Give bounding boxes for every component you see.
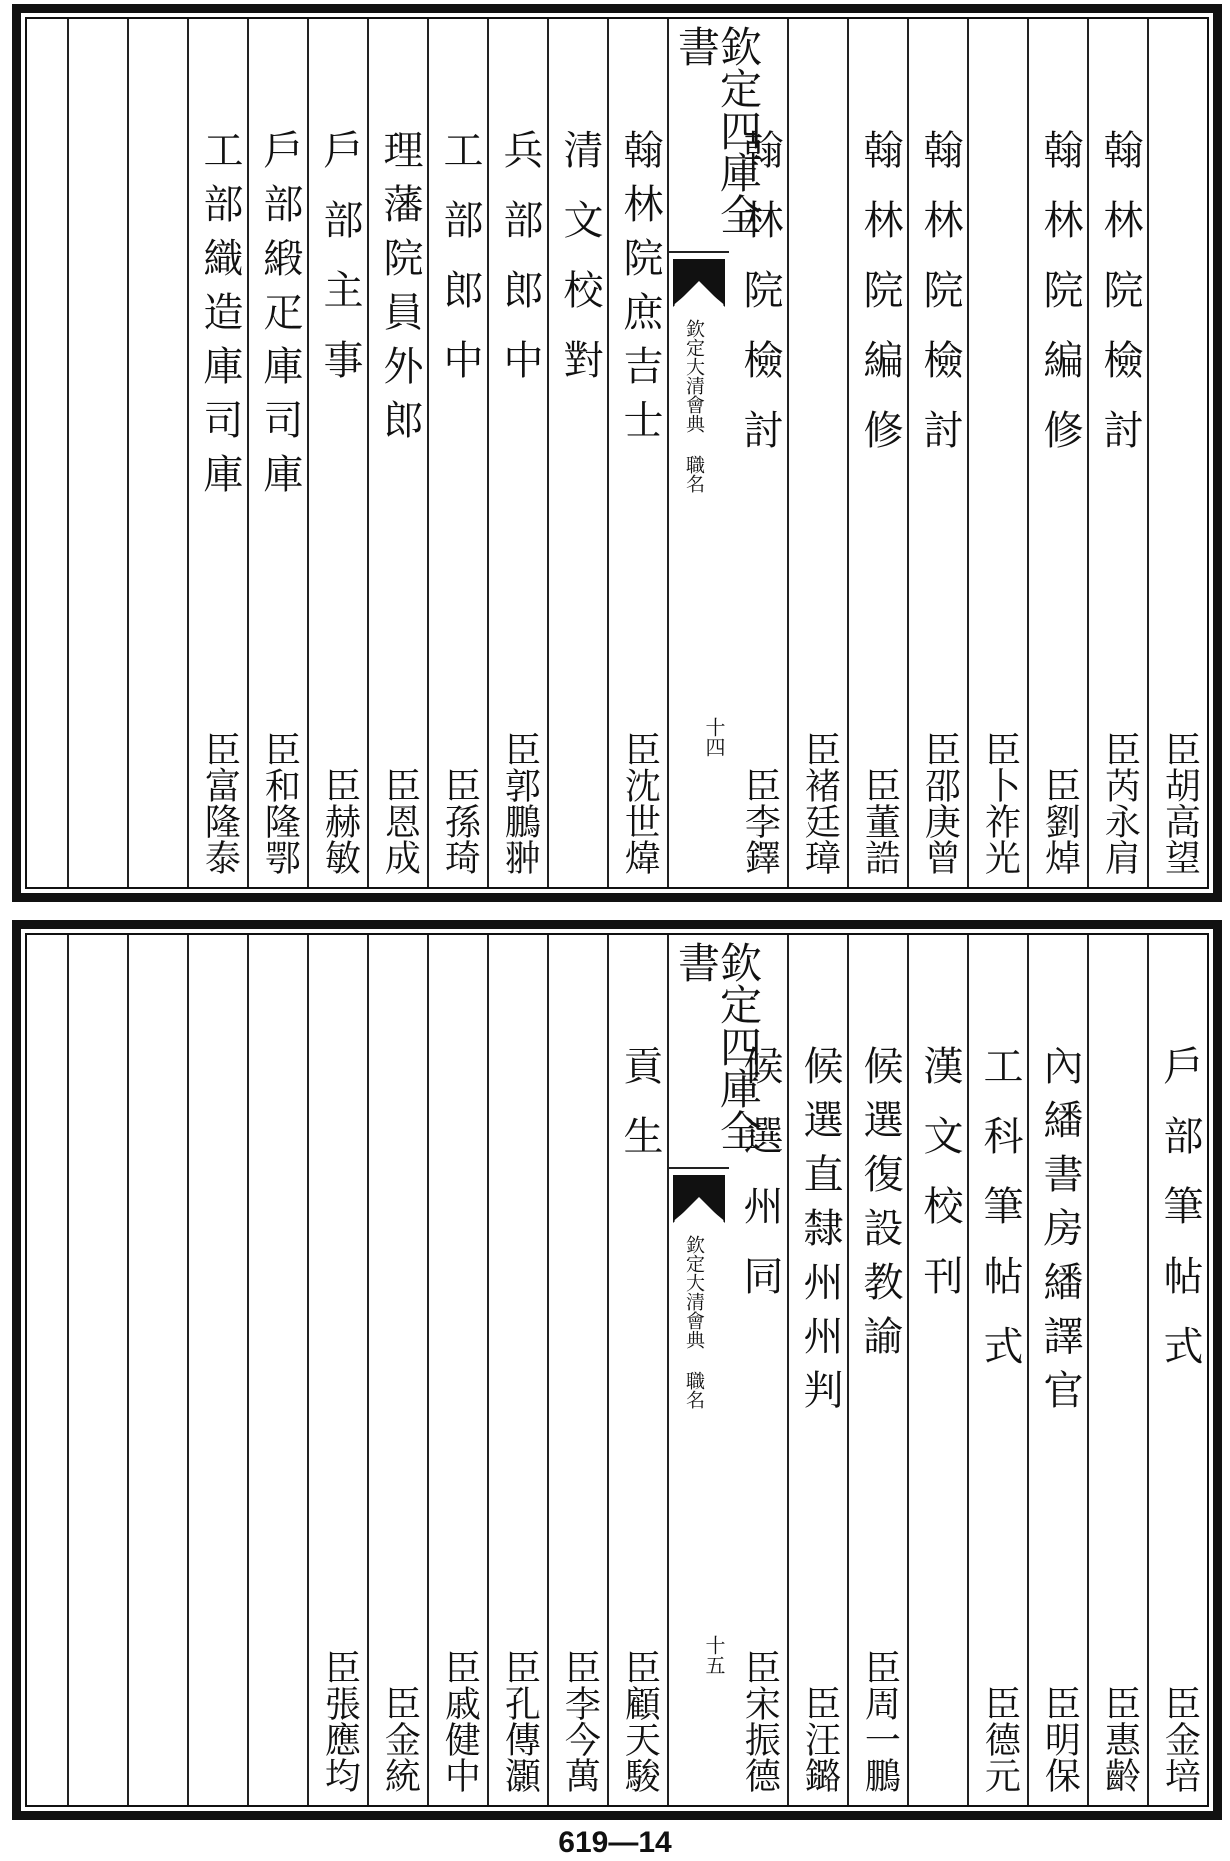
fishtail-mark-icon [669,255,729,315]
office-title: 翰林院庶吉士 [617,129,663,453]
top-page-frame [25,17,1209,889]
blank-column [67,935,129,1805]
official-name: 臣恩成 [379,767,421,875]
text-column [907,19,969,887]
official-name: 臣褚廷璋 [799,731,841,875]
text-column [427,935,489,1805]
text-column [787,935,849,1805]
text-column [967,935,1029,1805]
text-column [787,19,849,887]
section-title: 欽定大清會典 職名 [682,1235,705,1409]
official-name: 臣戚健中 [439,1649,481,1793]
blank-column [27,19,67,887]
office-title: 戶部緞疋庫司庫 [257,129,303,507]
office-title: 清文校對 [557,129,603,409]
office-title: 翰林院檢討 [737,129,783,479]
text-column [487,19,549,887]
text-column [907,935,969,1805]
official-name: 臣李今萬 [559,1649,601,1793]
blank-column [127,19,189,887]
text-column [1087,935,1149,1805]
official-name: 臣邵庚曾 [919,731,961,875]
leaf-number: 十五 [702,1635,726,1675]
official-name: 臣董誥 [859,767,901,875]
bottom-page-panel [12,920,1222,1820]
fishtail-mark-icon [669,1171,729,1231]
text-column [1147,19,1209,887]
official-name: 臣卜祚光 [979,731,1021,875]
text-column [367,935,429,1805]
text-column [247,19,309,887]
text-column [1027,19,1089,887]
text-column [187,935,249,1805]
official-name: 臣惠齡 [1099,1685,1141,1793]
book-title-box [669,19,763,253]
text-column [607,19,669,887]
text-column [547,935,609,1805]
text-column [607,935,669,1805]
office-title: 翰林院檢討 [1097,129,1143,479]
official-name: 臣孔傳灝 [499,1649,541,1793]
office-title: 翰林院編修 [1037,129,1083,479]
text-column [187,19,249,887]
office-title: 工部織造庫司庫 [197,129,243,507]
text-column [487,935,549,1805]
text-column [307,19,369,887]
text-column [247,935,309,1805]
official-name: 臣胡高望 [1159,731,1201,875]
blank-column [27,935,67,1805]
office-title: 翰林院編修 [857,129,903,479]
office-title: 候選州同 [737,1045,783,1325]
official-name: 臣赫敏 [319,767,361,875]
blank-column [67,19,129,887]
text-column [847,19,909,887]
office-title: 兵部郎中 [497,129,543,409]
office-title: 漢文校刊 [917,1045,963,1325]
official-name: 臣周一鵬 [859,1649,901,1793]
office-title: 貢生 [617,1045,663,1185]
official-name: 臣張應均 [319,1649,361,1793]
official-name: 臣金統 [379,1685,421,1793]
official-name: 臣劉焯 [1039,767,1081,875]
office-title: 理藩院員外郎 [377,129,423,453]
text-column [547,19,609,887]
text-column [427,19,489,887]
section-title: 欽定大清會典 職名 [682,319,705,493]
bottom-page-frame [25,933,1209,1807]
office-title: 工科筆帖式 [977,1045,1023,1395]
text-column [367,19,429,887]
official-name: 臣芮永肩 [1099,731,1141,875]
office-title: 內繙書房繙譯官 [1037,1045,1083,1423]
official-name: 臣富隆泰 [199,731,241,875]
office-title: 候選復設教諭 [857,1045,903,1369]
office-title: 工部郎中 [437,129,483,409]
official-name: 臣沈世煒 [619,731,661,875]
text-column [1087,19,1149,887]
official-name: 臣金培 [1159,1685,1201,1793]
book-title: 欽定四庫全書 [672,941,763,1151]
office-title: 翰林院檢討 [917,129,963,479]
official-name: 臣顧天駿 [619,1649,661,1793]
official-name: 臣德元 [979,1685,1021,1793]
office-title: 戶部筆帖式 [1157,1045,1203,1395]
official-name: 臣李鐸 [739,767,781,875]
official-name: 臣明保 [1039,1685,1081,1793]
office-title: 戶部主事 [317,129,363,409]
official-name: 臣孫琦 [439,767,481,875]
official-name: 臣郭鵬翀 [499,731,541,875]
top-page-panel [12,4,1222,902]
text-column [847,935,909,1805]
text-column [967,19,1029,887]
text-column [307,935,369,1805]
blank-column [127,935,189,1805]
text-column [1027,935,1089,1805]
official-name: 臣和隆鄂 [259,731,301,875]
book-title: 欽定四庫全書 [672,25,763,235]
official-name: 臣汪鏴 [799,1685,841,1793]
official-name: 臣宋振德 [739,1649,781,1793]
page-number: 619—14 [558,1826,672,1859]
text-column [1147,935,1209,1805]
office-title: 候選直隸州州判 [797,1045,843,1423]
book-title-box [669,935,763,1169]
leaf-number: 十四 [702,717,726,757]
